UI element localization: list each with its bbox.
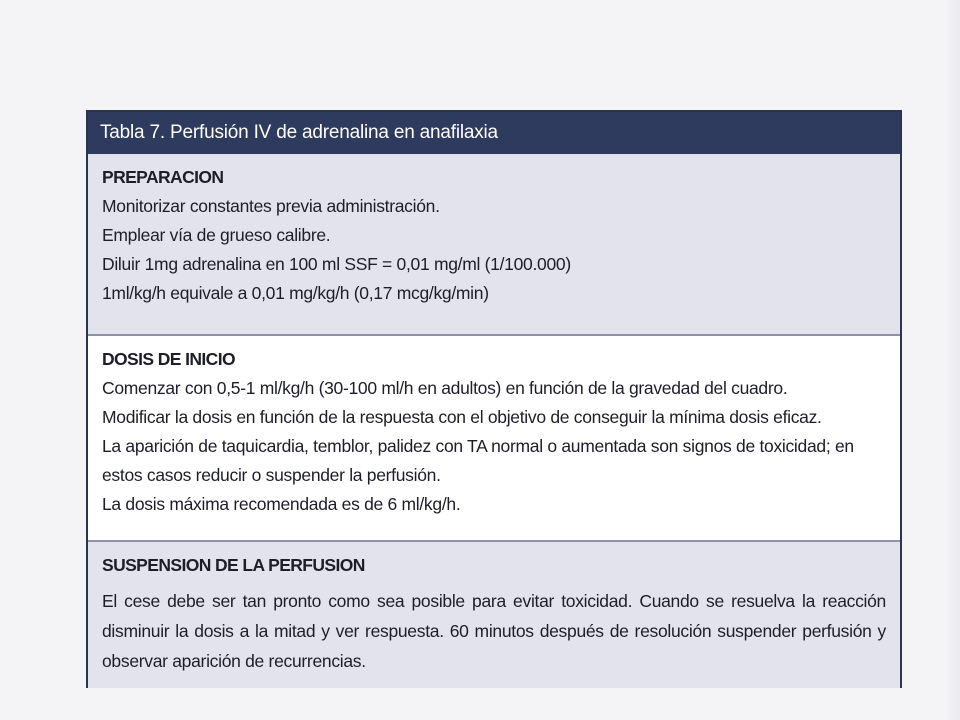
info-table <box>86 110 902 688</box>
section-paragraph: El cese debe ser tan pronto como sea posible para evitar toxicidad. Cuando se resuelva la reacción disminuir la dosis a la mitad y ver respuesta. 60 minutos después de resolución suspender perfusión y observar aparición de recurrencias. <box>102 591 886 671</box>
section-line: Diluir 1mg adrenalina en 100 ml SSF = 0,01 mg/ml (1/100.000) <box>102 254 571 274</box>
section-suspension <box>88 542 900 688</box>
section-line: Monitorizar constantes previa administración. <box>102 196 440 216</box>
section-dosis-de-inicio <box>88 336 900 542</box>
section-title: SUSPENSION DE LA PERFUSION <box>102 555 365 575</box>
table-title: Tabla 7. Perfusión IV de adrenalina en anafilaxia <box>88 112 900 154</box>
section-line: La aparición de taquicardia, temblor, palidez con TA normal o aumentada son signos de toxicidad; en estos casos reducir o suspender la perfusión. <box>102 436 854 485</box>
section-line: Modificar la dosis en función de la respuesta con el objetivo de conseguir la mínima dosis eficaz. <box>102 407 822 427</box>
section-line: 1ml/kg/h equivale a 0,01 mg/kg/h (0,17 mcg/kg/min) <box>102 283 489 303</box>
section-line: Comenzar con 0,5-1 ml/kg/h (30-100 ml/h en adultos) en función de la gravedad del cuadro. <box>102 378 788 398</box>
section-preparacion <box>88 154 900 336</box>
section-title: DOSIS DE INICIO <box>102 349 235 369</box>
section-title: PREPARACION <box>102 167 224 187</box>
section-line: Emplear vía de grueso calibre. <box>102 225 331 245</box>
page-edge <box>946 0 960 720</box>
section-line: La dosis máxima recomendada es de 6 ml/kg/h. <box>102 494 461 514</box>
